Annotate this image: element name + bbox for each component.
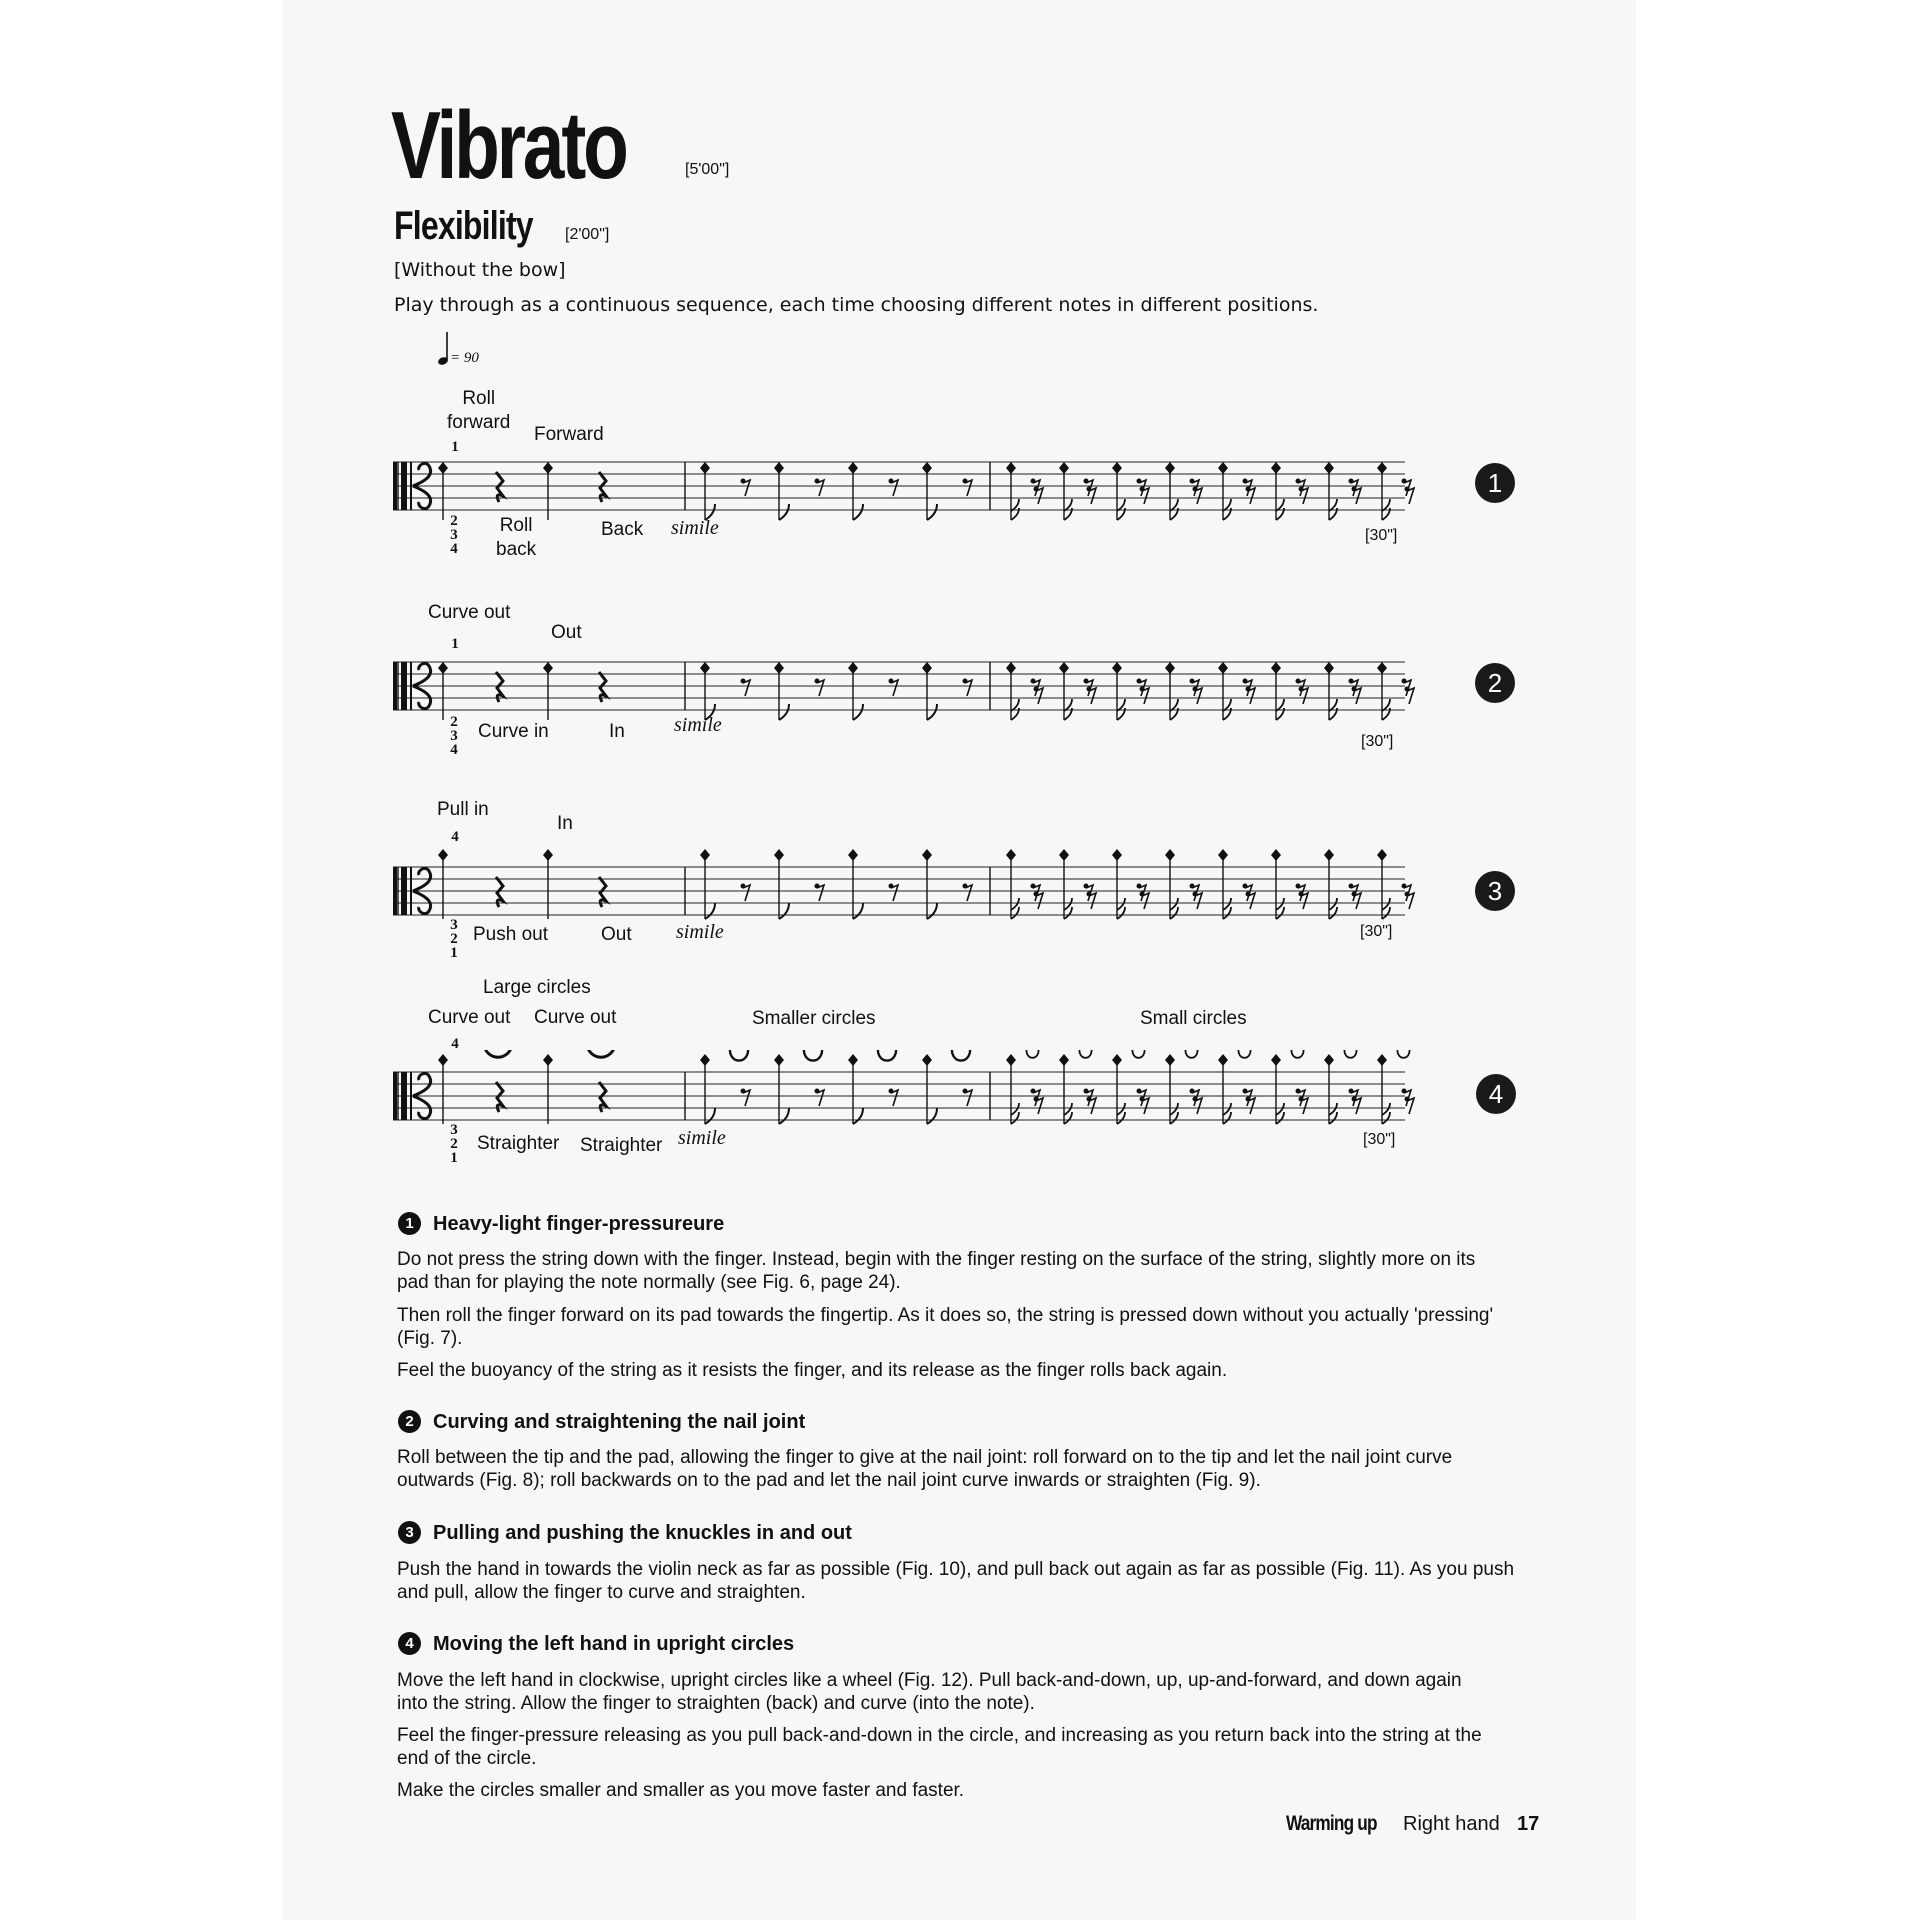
label-in: In — [557, 813, 573, 834]
note-flag — [1276, 1103, 1284, 1124]
label-smaller-circles: Smaller circles — [752, 1008, 876, 1029]
rest — [1248, 488, 1255, 504]
rest — [1354, 1098, 1361, 1114]
note-flag — [1064, 1103, 1072, 1124]
finger-bottom: 3 2 1 — [450, 1122, 458, 1166]
staff-duration: [30"] — [1360, 923, 1393, 940]
rest — [891, 885, 898, 901]
music-staff — [393, 1050, 1443, 1140]
rest — [1407, 1098, 1414, 1114]
label-roll-forward: Roll forward — [447, 388, 511, 433]
rest — [1354, 488, 1361, 504]
footer-section: Warming up — [1286, 1812, 1377, 1835]
label-roll-back: Roll back — [496, 515, 537, 560]
label-push-out: Push out — [473, 924, 548, 945]
rest — [1354, 893, 1361, 909]
label-out: Out — [551, 622, 582, 643]
rest — [1195, 893, 1202, 909]
rest — [965, 1090, 972, 1106]
note-flag — [853, 903, 863, 919]
section-heading-2 — [398, 1410, 805, 1434]
circle-arrow-icon — [1345, 1050, 1357, 1058]
rest — [1142, 688, 1149, 704]
note-flag — [927, 1108, 937, 1124]
rest — [1142, 1098, 1149, 1114]
circle-arrow-icon — [484, 1050, 512, 1057]
badge-4: 4 — [1476, 1074, 1516, 1114]
section-number: 1 — [398, 1212, 421, 1235]
note-flag — [1117, 1103, 1125, 1124]
rest — [965, 480, 972, 496]
section-number: 2 — [398, 1410, 421, 1433]
finger-bottom: 3 2 1 — [450, 917, 458, 961]
title-duration: [5'00"] — [685, 161, 730, 178]
note-flag — [1011, 898, 1019, 919]
rest — [1248, 688, 1255, 704]
label-forward: Forward — [534, 424, 604, 445]
rest — [743, 1090, 750, 1106]
paragraph: Then roll the finger forward on its pad towards the fingertip. As it does so, the string is pressed down without you actually 'pressing' (Fig. 7). — [397, 1305, 1494, 1349]
note-flag — [1170, 898, 1178, 919]
note-flag — [853, 1108, 863, 1124]
clef — [410, 1072, 412, 1120]
simile-marking: simile — [674, 714, 722, 736]
rest — [743, 480, 750, 496]
finger-top: 1 — [451, 636, 459, 652]
label-straighter: Straighter — [580, 1135, 663, 1156]
clef — [401, 1072, 407, 1120]
rest — [1036, 488, 1043, 504]
finger-top: 4 — [451, 829, 459, 845]
rest — [965, 680, 972, 696]
page-number: 17 — [1517, 1813, 1540, 1835]
note-flag — [1223, 1103, 1231, 1124]
paragraph: Push the hand in towards the violin neck as far as possible (Fig. 10), and pull back out again as far as possible (Fig. 11). As you push and pull, allow the finger to curve and straighten. — [397, 1559, 1515, 1603]
section-title: Pulling and pushing the knuckles in and out — [433, 1522, 852, 1544]
note-flag — [1382, 898, 1390, 919]
circle-arrow-icon — [1027, 1050, 1039, 1058]
finger-bottom: 2 3 4 — [450, 714, 458, 758]
rest — [1248, 893, 1255, 909]
finger-top: 1 — [451, 439, 459, 455]
clef — [410, 662, 412, 710]
rest — [1301, 893, 1308, 909]
music-staff — [393, 845, 1443, 935]
rest — [1195, 1098, 1202, 1114]
note-flag — [705, 1108, 715, 1124]
section-heading-4 — [398, 1632, 794, 1656]
page-title: Vibrato — [391, 92, 626, 199]
paragraph: Roll between the tip and the pad, allowing the finger to give at the nail joint: roll forward on to the tip and let the nail joint curve outwards (Fig. 8); roll backwards on to the pad and let the nail joint curve inwards or straighten (Fig. 9). — [397, 1447, 1453, 1491]
music-staff — [393, 440, 1443, 530]
rest — [1089, 688, 1096, 704]
clef — [401, 867, 407, 915]
circle-arrow-icon — [730, 1050, 748, 1061]
paragraph: Make the circles smaller and smaller as you move faster and faster. — [397, 1780, 965, 1801]
label-large-circles: Large circles — [483, 977, 591, 998]
paragraph: Move the left hand in clockwise, upright circles like a wheel (Fig. 12). Pull back-and-down, up, up-and-forward, and down again into the string. Allow the finger to straighten (back) and curve (into the note). — [397, 1670, 1462, 1714]
rest — [817, 480, 824, 496]
note-flag — [927, 903, 937, 919]
section-number: 4 — [398, 1632, 421, 1655]
note-flag — [1329, 1103, 1337, 1124]
note-flag — [779, 704, 789, 720]
label-curve-out: Curve out — [534, 1007, 617, 1028]
clef — [410, 462, 412, 510]
section-subtitle: Flexibility — [394, 204, 533, 248]
without-bow-note: [Without the bow] — [394, 259, 566, 281]
note-flag — [1276, 898, 1284, 919]
rest — [743, 885, 750, 901]
rest — [1142, 893, 1149, 909]
footer-chapter: Right hand — [1403, 1813, 1500, 1835]
rest — [1301, 488, 1308, 504]
rest — [1089, 1098, 1096, 1114]
circle-arrow-icon — [1239, 1050, 1251, 1058]
rest — [891, 1090, 898, 1106]
note-flag — [1329, 898, 1337, 919]
rest — [1248, 1098, 1255, 1114]
section-title: Curving and straightening the nail joint — [433, 1411, 806, 1433]
note-flag — [927, 704, 937, 720]
note-flag — [1170, 1103, 1178, 1124]
rest — [1036, 688, 1043, 704]
rest — [1089, 893, 1096, 909]
label-small-circles: Small circles — [1140, 1008, 1247, 1029]
simile-marking: simile — [678, 1127, 726, 1149]
note-flag — [1117, 898, 1125, 919]
tempo-marking: = 90 — [450, 350, 479, 366]
rest — [1407, 688, 1414, 704]
staff-duration: [30"] — [1365, 527, 1398, 544]
rest — [891, 680, 898, 696]
circle-arrow-icon — [1080, 1050, 1092, 1058]
rest — [817, 1090, 824, 1106]
rest — [743, 680, 750, 696]
note-flag — [779, 1108, 789, 1124]
rest — [965, 885, 972, 901]
label-back: Back — [601, 519, 644, 540]
section-heading-1 — [398, 1212, 724, 1236]
rest — [1301, 688, 1308, 704]
paragraph: Feel the finger-pressure releasing as you pull back-and-down in the circle, and increasing as you return back into the string at the end of the circle. — [397, 1725, 1482, 1769]
circle-arrow-icon — [878, 1050, 896, 1061]
clef — [401, 662, 407, 710]
rest — [1407, 893, 1414, 909]
rest — [1195, 488, 1202, 504]
rest — [1036, 1098, 1043, 1114]
circle-arrow-icon — [1292, 1050, 1304, 1058]
label-curve-in: Curve in — [478, 721, 549, 742]
rest — [891, 480, 898, 496]
clef — [410, 867, 412, 915]
badge-3: 3 — [1475, 871, 1515, 911]
staff-duration: [30"] — [1361, 733, 1394, 750]
music-staff — [393, 640, 1443, 730]
rest — [817, 885, 824, 901]
note-flag — [1382, 1103, 1390, 1124]
section-heading-3 — [398, 1521, 852, 1545]
circle-arrow-icon — [1398, 1050, 1410, 1058]
note-flag — [779, 504, 789, 520]
section-title: Heavy-light finger-pressureure — [433, 1213, 725, 1235]
quarter-note-icon — [437, 330, 451, 366]
label-curve-out: Curve out — [428, 1007, 511, 1028]
simile-marking: simile — [671, 517, 719, 539]
label-curve-out: Curve out — [428, 602, 511, 623]
simile-marking: simile — [676, 921, 724, 943]
paragraph: Feel the buoyancy of the string as it resists the finger, and its release as the finger rolls back again. — [397, 1360, 1228, 1381]
finger-bottom: 2 3 4 — [450, 513, 458, 557]
label-pull-in: Pull in — [437, 799, 489, 820]
rest — [1354, 688, 1361, 704]
rest — [1036, 893, 1043, 909]
note-flag — [1011, 1103, 1019, 1124]
circle-arrow-icon — [1186, 1050, 1198, 1058]
note-flag — [1064, 898, 1072, 919]
rest — [1195, 688, 1202, 704]
label-straighter: Straighter — [477, 1133, 560, 1154]
label-out: Out — [601, 924, 632, 945]
note-flag — [853, 704, 863, 720]
badge-2: 2 — [1475, 663, 1515, 703]
section-title: Moving the left hand in upright circles — [433, 1633, 795, 1655]
section-number: 3 — [398, 1521, 421, 1544]
staff-duration: [30"] — [1363, 1131, 1396, 1148]
page-sheet — [283, 0, 1636, 1920]
clef — [401, 462, 407, 510]
label-in: In — [609, 721, 625, 742]
note-flag — [853, 504, 863, 520]
rest — [1089, 488, 1096, 504]
circle-arrow-icon — [952, 1050, 970, 1061]
paragraph: Do not press the string down with the finger. Instead, begin with the finger resting on the surface of the string, slightly more on its pad than for playing the note normally (see Fig. 6, page 24). — [397, 1249, 1476, 1293]
badge-1: 1 — [1475, 463, 1515, 503]
rest — [1142, 488, 1149, 504]
note-flag — [927, 504, 937, 520]
circle-arrow-icon — [1133, 1050, 1145, 1058]
finger-top: 4 — [451, 1036, 459, 1052]
subtitle-duration: [2'00"] — [565, 226, 610, 243]
note-flag — [779, 903, 789, 919]
rest — [1301, 1098, 1308, 1114]
rest — [1407, 488, 1414, 504]
rest — [817, 680, 824, 696]
circle-arrow-icon — [804, 1050, 822, 1061]
circle-arrow-icon — [587, 1050, 615, 1057]
note-flag — [705, 903, 715, 919]
instruction-text: Play through as a continuous sequence, each time choosing different notes in different positions. — [394, 294, 1319, 316]
note-flag — [1223, 898, 1231, 919]
